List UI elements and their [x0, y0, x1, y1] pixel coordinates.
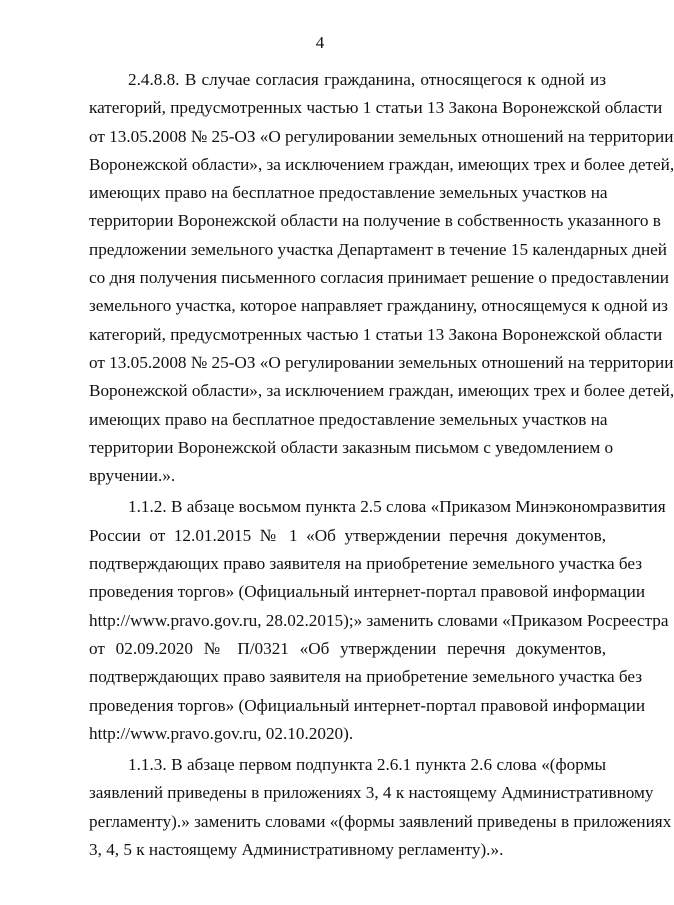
paragraph-1-1-3: [89, 751, 672, 864]
text-line: от 13.05.2008 № 25-ОЗ «О регулировании земельных отношений на территории: [89, 352, 674, 372]
text-line: 3, 4, 5 к настоящему Административному регламенту).».: [89, 840, 504, 860]
paragraph-2-4-8-8: [89, 66, 674, 490]
page-number: 4: [315, 33, 325, 52]
text-line: со дня получения письменного согласия принимает решение о предоставлении: [89, 268, 669, 288]
text-line: от 13.05.2008 № 25-ОЗ «О регулировании земельных отношений на территории: [89, 126, 674, 146]
document-body: [89, 66, 674, 864]
text-line: предложении земельного участка Департамент в течение 15 календарных дней: [89, 239, 667, 259]
text-line: имеющих право на бесплатное предоставление земельных участков на: [89, 409, 608, 429]
text-line: заявлений приведены в приложениях 3, 4 к настоящему Административному: [89, 783, 654, 803]
text-line: вручении.».: [89, 466, 176, 486]
text-line: подтверждающих право заявителя на приобретение земельного участка без: [89, 667, 643, 687]
text-line: земельного участка, которое направляет гражданину, относящемуся к одной из: [89, 296, 668, 316]
text-line: http://www.pravo.gov.ru, 28.02.2015);» заменить словами «Приказом Росреестра: [89, 610, 669, 630]
text-line: 2.4.8.8. В случае согласия гражданина, относящегося к одной из: [128, 70, 606, 89]
text-line: территории Воронежской области заказным письмом с уведомлением о: [89, 437, 614, 457]
text-line: от 02.09.2020 № П/0321 «Об утверждении перечня документов,: [89, 638, 606, 658]
text-line: России от 12.01.2015 № 1 «Об утверждении перечня документов,: [89, 525, 606, 545]
text-line: подтверждающих право заявителя на приобретение земельного участка без: [89, 554, 643, 574]
paragraph-1-1-2: [89, 493, 669, 748]
text-line: http://www.pravo.gov.ru, 02.10.2020).: [89, 723, 354, 743]
text-line: 1.1.2. В абзаце восьмом пункта 2.5 слова «Приказом Минэкономразвития: [128, 497, 666, 517]
text-line: имеющих право на бесплатное предоставление земельных участков на: [89, 183, 608, 203]
text-line: проведения торгов» (Официальный интернет-портал правовой информации: [89, 582, 646, 602]
text-line: регламенту).» заменить словами «(формы заявлений приведены в приложениях: [89, 811, 672, 831]
text-line: Воронежской области», за исключением граждан, имеющих трех и более детей,: [89, 154, 674, 174]
text-line: категорий, предусмотренных частью 1 статьи 13 Закона Воронежской области: [89, 324, 663, 344]
text-line: 1.1.3. В абзаце первом подпункта 2.6.1 пункта 2.6 слова «(формы: [128, 755, 606, 775]
text-line: территории Воронежской области на получение в собственность указанного в: [89, 211, 661, 231]
text-line: Воронежской области», за исключением граждан, имеющих трех и более детей,: [89, 381, 674, 401]
text-line: проведения торгов» (Официальный интернет-портал правовой информации: [89, 695, 646, 715]
text-line: категорий, предусмотренных частью 1 статьи 13 Закона Воронежской области: [89, 98, 663, 118]
